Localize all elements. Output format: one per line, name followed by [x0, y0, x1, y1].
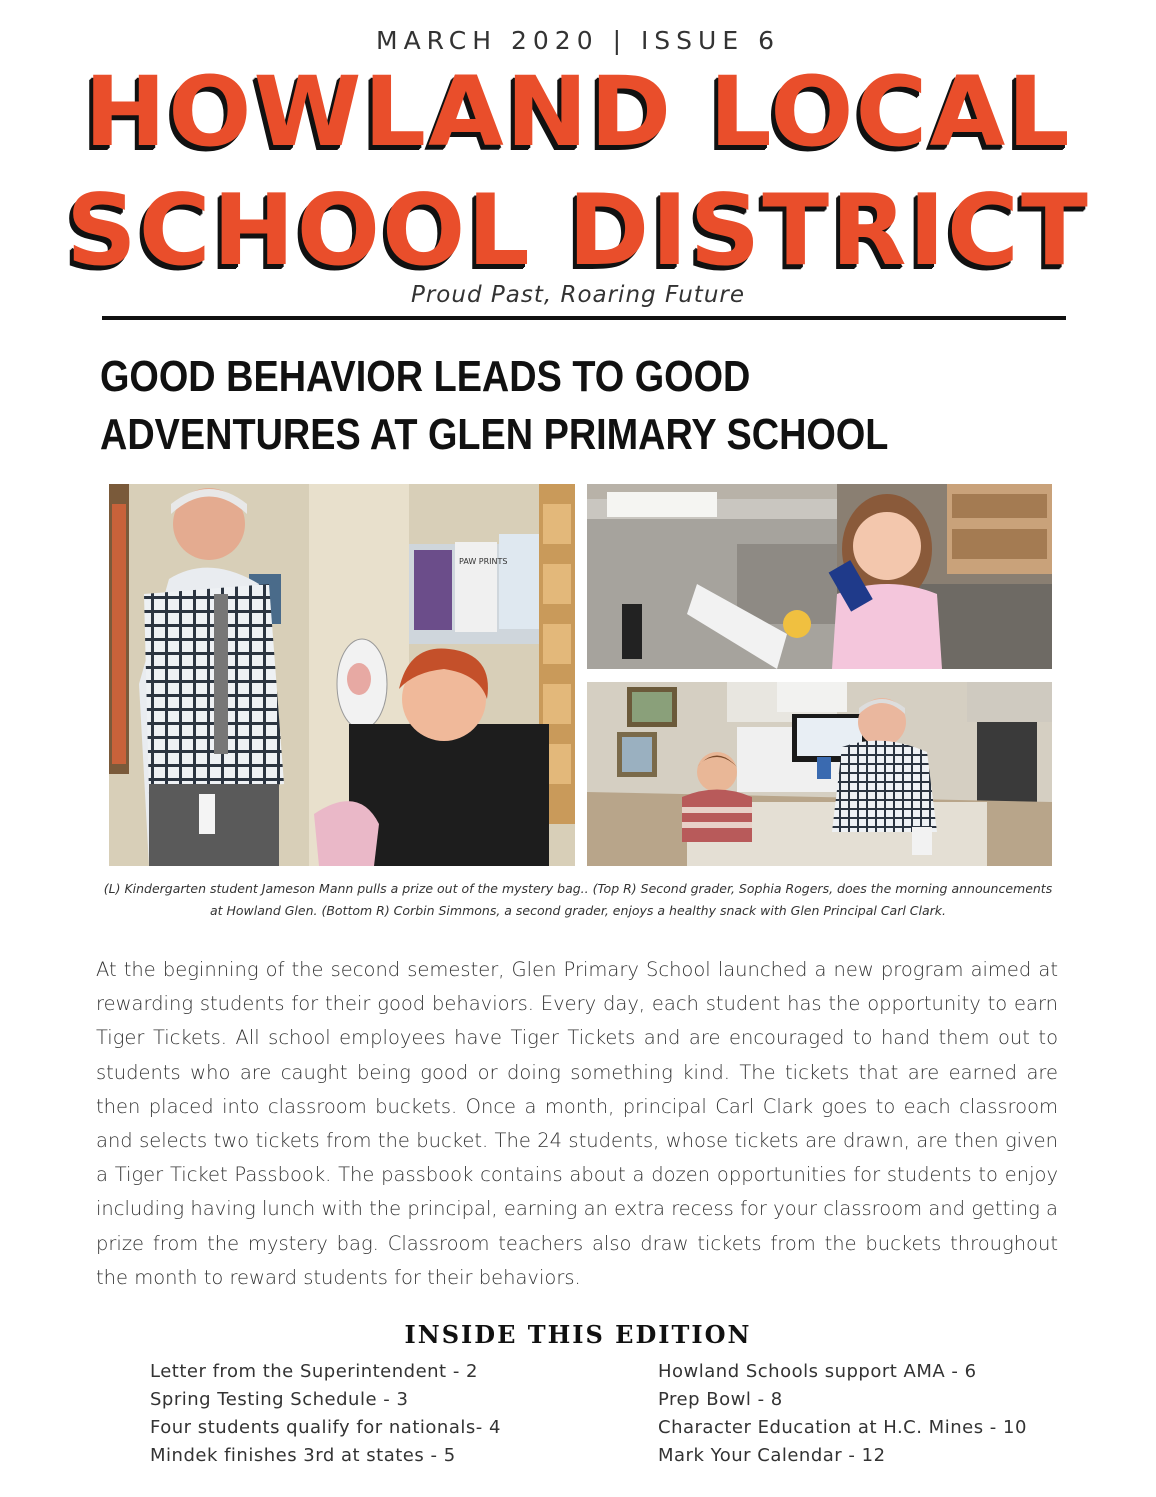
toc-item: Howland Schools support AMA - 6 — [658, 1361, 977, 1382]
toc-item: Prep Bowl - 8 — [658, 1389, 783, 1410]
masthead-tagline: Proud Past, Roaring Future — [410, 282, 746, 308]
masthead-title-line2: SCHOOL DISTRICT — [66, 174, 1090, 288]
article-body: At the beginning of the second semester, Glen Primary School launched a new program aimed at rewarding students for their good behaviors. Every day, each student has the opportunity to earn Tiger Tickets. All school employees have Tiger Tickets and are encouraged to hand them out to students who are caught being good or doing something kind. The tickets that are earned are then placed into classroom buckets. Once a month, principal Carl Clark goes to each classroom and selects two tickets from the bucket. The 24 students, whose tickets are drawn, are then given a Tiger Ticket Passbook. The passbook contains about a dozen opportunities for students to enjoy including having lunch with the principal, earning an extra recess for your classroom and getting a prize from the mystery bag. Classroom teachers also draw tickets from the buckets throughout the month to reward students for their behaviors. — [96, 958, 1058, 1289]
issue-date-line: MARCH 2020 | ISSUE 6 — [376, 26, 780, 55]
toc-item: Letter from the Superintendent - 2 — [150, 1361, 479, 1382]
inside-edition-title: INSIDE THIS EDITION — [404, 1320, 752, 1349]
toc-item: Mindek finishes 3rd at states - 5 — [150, 1445, 456, 1466]
toc-item: Character Education at H.C. Mines - 10 — [658, 1417, 1027, 1438]
toc-item: Spring Testing Schedule - 3 — [150, 1389, 409, 1410]
article-headline: GOOD BEHAVIOR LEADS TO GOOD ADVENTURES AT GLEN PRIMARY SCHOOL — [100, 352, 889, 459]
toc-item: Four students qualify for nationals- 4 — [150, 1417, 501, 1438]
photo-healthy-snack — [587, 682, 1052, 866]
paw-prints-sign: PAW PRINTS — [459, 557, 508, 566]
photo-morning-announcements — [587, 484, 1052, 669]
inside-edition-list-right — [658, 1358, 1027, 1470]
header-divider — [102, 316, 1066, 320]
masthead-title-line1: HOWLAND LOCAL — [84, 56, 1072, 168]
photo-caption: (L) Kindergarten student Jameson Mann pulls a prize out of the mystery bag.. (Top R) Second grader, Sophia Rogers, does the morning announcements at Howland Glen. (Bottom R) Corbin Simmons, a second grader, enjoys a healthy snack with Glen Principal Carl Clark. — [103, 881, 1053, 918]
toc-item: Mark Your Calendar - 12 — [658, 1445, 886, 1466]
photo-mystery-bag — [109, 484, 575, 866]
inside-edition-list-left — [150, 1358, 501, 1470]
